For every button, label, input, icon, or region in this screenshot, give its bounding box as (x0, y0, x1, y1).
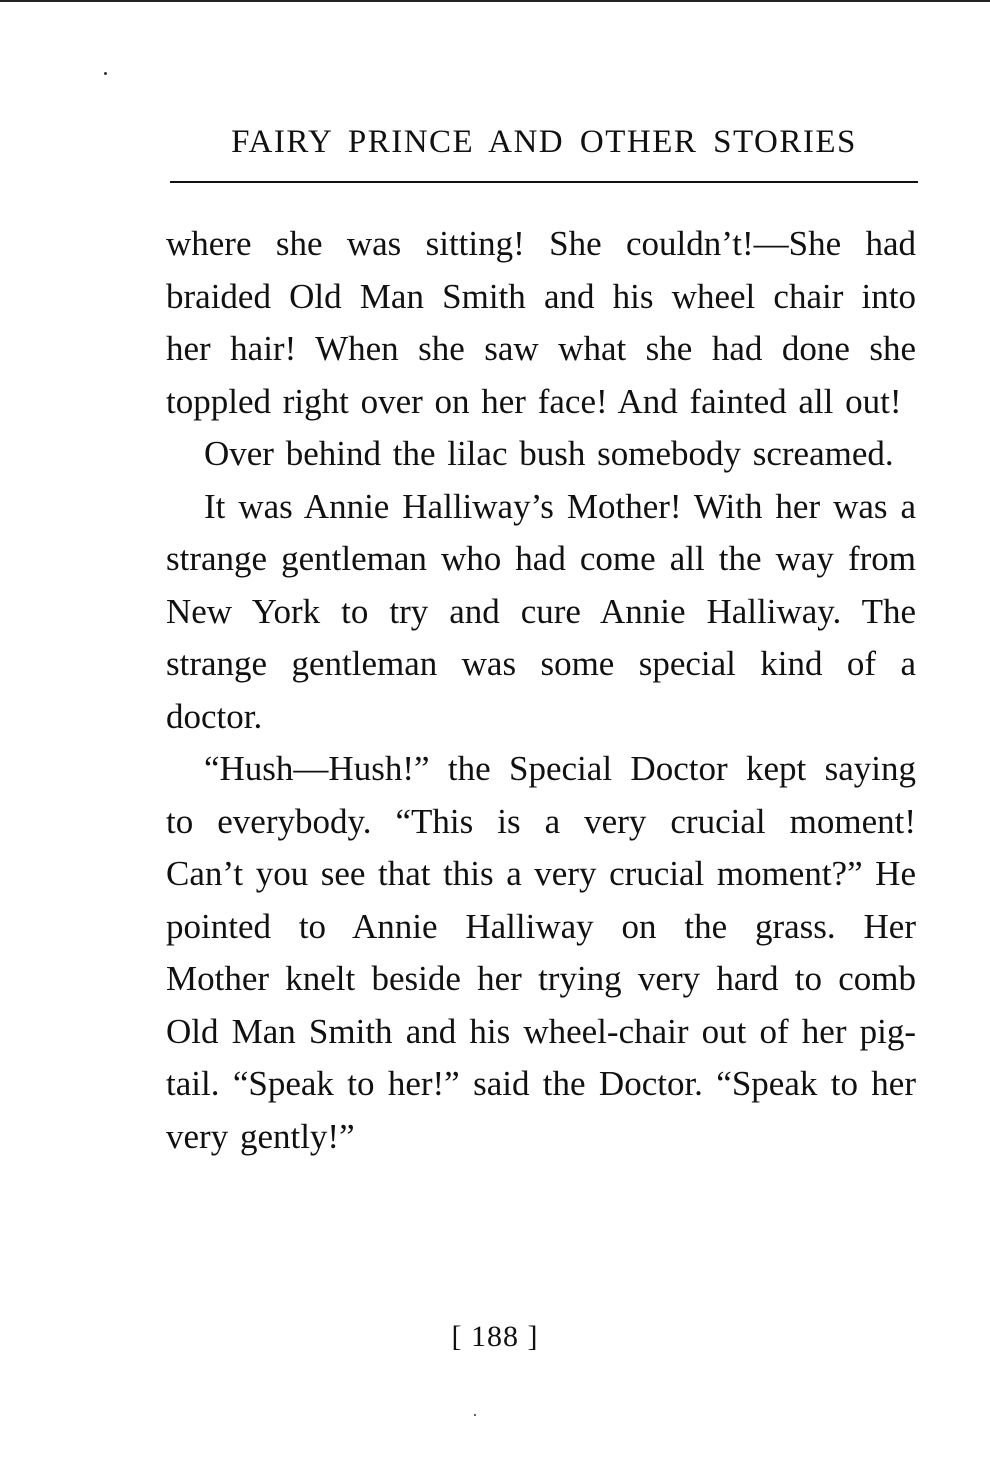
header-rule (170, 181, 918, 183)
page-number: [ 188 ] (451, 1320, 539, 1353)
paragraph: where she was sitting! She couldn’t!—She had braided Old Man Smith and his wheel chair into her hair! When she saw what she had done she toppled right over on her face! And fainted all out! (166, 224, 916, 421)
body-text (166, 218, 916, 1163)
top-border-rule (0, 0, 990, 2)
print-speck (104, 72, 107, 75)
running-head: FAIRY PRINCE AND OTHER STORIES (231, 124, 857, 160)
print-speck (474, 1414, 476, 1416)
paragraph: Over behind the lilac bush somebody screamed. (204, 434, 894, 473)
paragraph: “Hush—Hush!” the Special Doctor kept saying to everybody. “This is a very crucial moment! Can’t you see that this a very crucial moment?” He pointed to Annie Halliway on the grass. Her Mother knelt beside her trying very hard to comb Old Man Smith and his wheel-chair out of her pig-tail. “Speak to her!” said the Doctor. “Speak to her very gently!” (166, 749, 916, 1156)
paragraph: It was Annie Halliway’s Mother! With her was a strange gentleman who had come all the way from New York to try and cure Annie Halliway. The strange gentleman was some special kind of a doctor. (166, 486, 916, 736)
